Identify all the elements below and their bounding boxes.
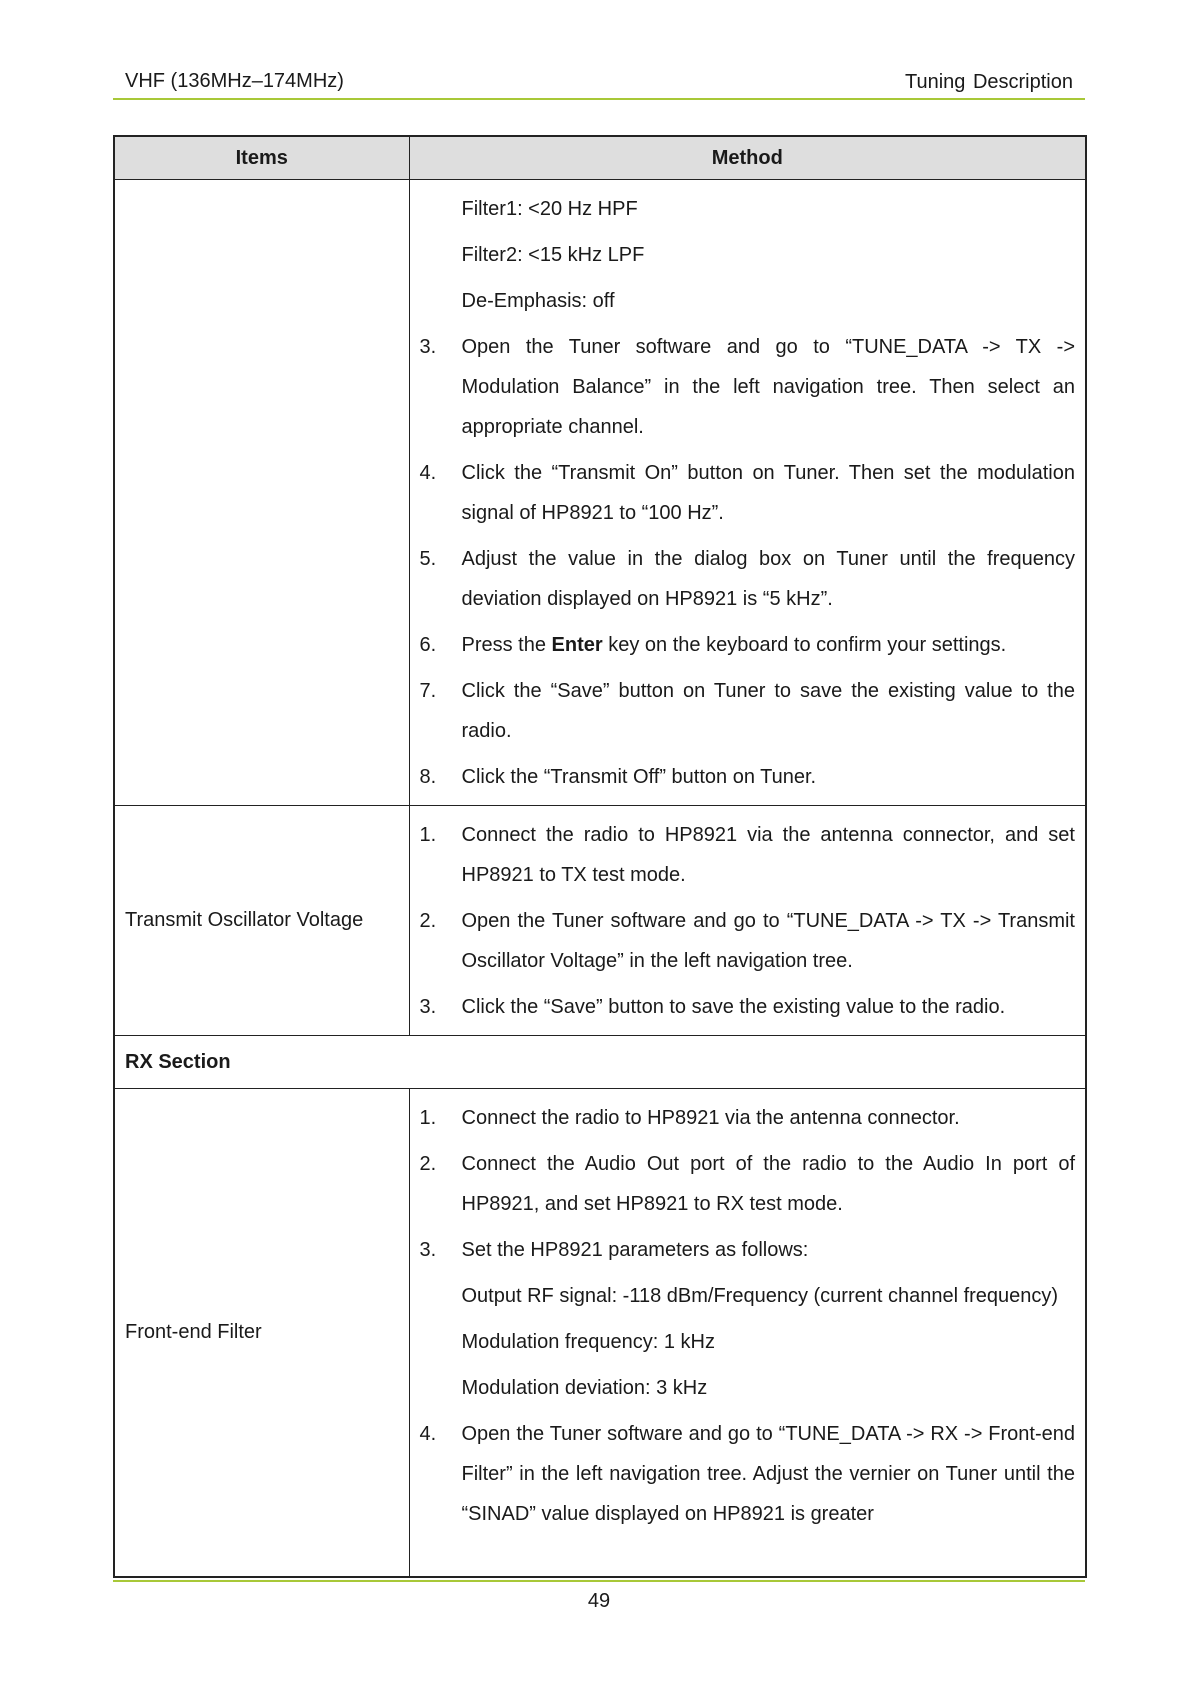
- step-text: Click the “Save” button to save the existing value to the radio.: [461, 996, 1006, 1018]
- step-number: 4.: [419, 1423, 437, 1445]
- table-row: [114, 806, 1086, 1036]
- step-text-before: Press the: [461, 634, 552, 656]
- method-step: [420, 1098, 1076, 1138]
- step-text: Adjust the value in the dialog box on Tuner until the frequency deviation displayed on HP8921 is “5 kHz”.: [461, 548, 1075, 610]
- step-number: 8.: [419, 766, 437, 788]
- step-text: Open the Tuner software and go to “TUNE_DATA -> TX -> Transmit Oscillator Voltage” in the left navigation tree.: [461, 910, 1075, 972]
- method-step: [420, 1230, 1076, 1270]
- column-header-method: Method: [409, 136, 1086, 180]
- step-number: 3.: [419, 1239, 437, 1261]
- header-model-range: VHF (136MHz–174MHz): [125, 70, 344, 92]
- item-cell: Front-end Filter: [114, 1089, 409, 1578]
- page-header: [113, 0, 1085, 100]
- method-step: [420, 757, 1076, 797]
- section-title: RX Section: [114, 1036, 1086, 1089]
- step-text: Click the “Transmit Off” button on Tuner.: [461, 766, 817, 788]
- table-row: [114, 1089, 1086, 1578]
- method-line: Modulation frequency: 1 kHz: [461, 1331, 715, 1353]
- step-text: Connect the radio to HP8921 via the antenna connector.: [461, 1107, 960, 1129]
- method-step: [420, 625, 1076, 665]
- step-text: [462, 625, 1076, 665]
- tuning-table: [113, 135, 1087, 1578]
- step-number: 3.: [419, 996, 437, 1018]
- step-text: Click the “Transmit On” button on Tuner. Then set the modulation signal of HP8921 to “100 Hz”.: [461, 462, 1075, 524]
- step-text: Set the HP8921 parameters as follows:: [461, 1239, 809, 1261]
- method-line: Output RF signal: -118 dBm/Frequency (current channel frequency): [461, 1285, 1059, 1307]
- method-line: De-Emphasis: off: [461, 290, 615, 312]
- method-step: [420, 327, 1076, 447]
- column-header-items: Items: [114, 136, 409, 180]
- page-number: 49: [587, 1590, 611, 1612]
- header-section-title: Tuning Description: [904, 71, 1073, 93]
- method-step: [420, 453, 1076, 533]
- step-number: 2.: [419, 1153, 437, 1175]
- item-cell: [114, 180, 409, 806]
- method-line: Filter1: <20 Hz HPF: [461, 198, 638, 220]
- method-line: Modulation deviation: 3 kHz: [461, 1377, 708, 1399]
- step-number: 7.: [419, 680, 437, 702]
- section-row: [114, 1036, 1086, 1089]
- step-text: Connect the Audio Out port of the radio to the Audio In port of HP8921, and set HP8921 to RX test mode.: [461, 1153, 1075, 1215]
- step-number: 4.: [419, 462, 437, 484]
- method-step: [420, 815, 1076, 895]
- method-step: [420, 539, 1076, 619]
- method-cell: [409, 180, 1086, 806]
- item-cell: Transmit Oscillator Voltage: [114, 806, 409, 1036]
- step-number: 1.: [419, 824, 437, 846]
- method-step: [420, 671, 1076, 751]
- method-line: Filter2: <15 kHz LPF: [461, 244, 645, 266]
- enter-key-label: Enter: [551, 634, 603, 656]
- step-number: 2.: [419, 910, 437, 932]
- method-step: [420, 901, 1076, 981]
- method-cell: [409, 1089, 1086, 1578]
- page-footer: [113, 1580, 1085, 1612]
- step-text-after: key on the keyboard to confirm your settings.: [602, 634, 1007, 656]
- method-step: [420, 987, 1076, 1027]
- step-number: 1.: [419, 1107, 437, 1129]
- step-number: 6.: [419, 634, 437, 656]
- method-cell: [409, 806, 1086, 1036]
- step-text: Connect the radio to HP8921 via the antenna connector, and set HP8921 to TX test mode.: [461, 824, 1075, 886]
- table-header-row: [114, 136, 1086, 180]
- step-number: 5.: [419, 548, 437, 570]
- step-text: Open the Tuner software and go to “TUNE_DATA -> TX -> Modulation Balance” in the left navigation tree. Then select an appropriate channel.: [461, 336, 1075, 438]
- table-row: [114, 180, 1086, 806]
- step-text: Click the “Save” button on Tuner to save the existing value to the radio.: [461, 680, 1075, 742]
- method-step: [420, 1144, 1076, 1224]
- method-step: [420, 1414, 1076, 1534]
- step-text: Open the Tuner software and go to “TUNE_DATA -> RX -> Front-end Filter” in the left navigation tree. Adjust the vernier on Tuner until the “SINAD” value displayed on HP8921 is greater: [461, 1423, 1075, 1525]
- step-number: 3.: [419, 336, 437, 358]
